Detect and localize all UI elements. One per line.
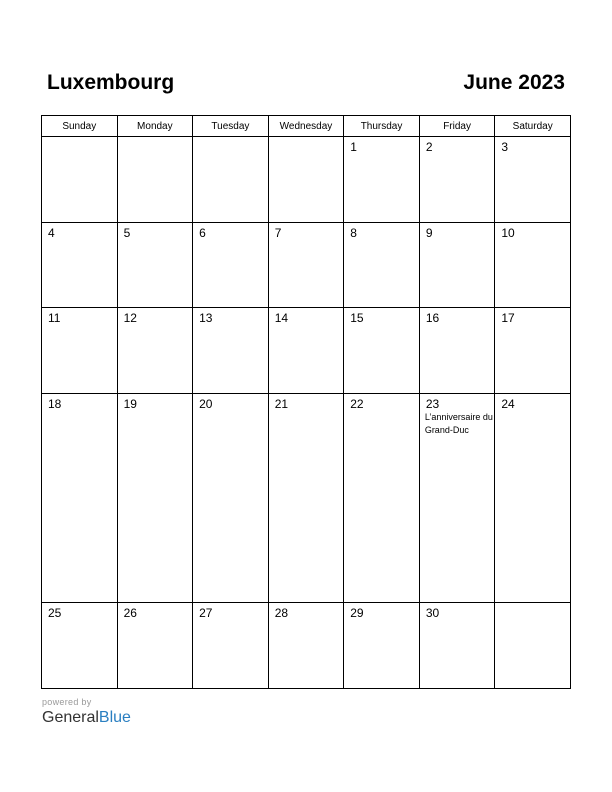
day-cell (344, 603, 420, 689)
day-number: 21 (274, 396, 289, 411)
day-number (42, 137, 117, 140)
day-cell (42, 308, 118, 394)
day-cell (268, 308, 344, 394)
weekday-friday: Friday (419, 116, 495, 137)
weekday-wednesday: Wednesday (268, 116, 344, 137)
weekday-sunday: Sunday (42, 116, 118, 137)
day-cell (268, 222, 344, 308)
day-cell (268, 603, 344, 689)
month-year-title: June 2023 (463, 71, 565, 94)
weekday-thursday: Thursday (344, 116, 420, 137)
day-number: 24 (501, 396, 515, 411)
day-number: 23 (425, 396, 440, 411)
day-cell (193, 308, 269, 394)
day-cell (42, 137, 118, 223)
weekday-saturday: Saturday (495, 116, 571, 137)
day-cell (419, 603, 495, 689)
footer-branding (42, 697, 131, 727)
day-cell (117, 393, 193, 602)
day-cell (42, 222, 118, 308)
day-number: 14 (274, 311, 289, 326)
day-number: 1 (350, 140, 357, 154)
day-number: 25 (48, 606, 62, 621)
day-number (269, 137, 344, 140)
brand-name-general: General (42, 709, 99, 726)
day-cell (419, 222, 495, 308)
brand-logo[interactable] (42, 709, 131, 727)
day-cell (268, 393, 344, 602)
day-number: 12 (123, 311, 137, 326)
day-number: 6 (199, 225, 206, 240)
day-cell (193, 222, 269, 308)
day-number: 3 (501, 140, 509, 154)
week-row (42, 603, 571, 689)
day-cell (495, 603, 571, 689)
day-cell (42, 603, 118, 689)
day-number: 27 (199, 606, 213, 621)
day-cell (344, 308, 420, 394)
day-number: 26 (123, 606, 137, 621)
day-number: 19 (123, 396, 137, 411)
day-cell (193, 603, 269, 689)
day-number: 28 (274, 606, 289, 621)
day-cell (42, 393, 118, 602)
holiday-label: L’anniversaire du Grand-Duc (424, 411, 493, 435)
day-number: 4 (48, 225, 55, 240)
day-number: 8 (350, 225, 357, 240)
day-number: 7 (274, 225, 282, 240)
week-row (42, 137, 571, 223)
day-cell (419, 393, 495, 602)
day-cell (344, 222, 420, 308)
day-number: 5 (123, 225, 131, 240)
day-cell (495, 222, 571, 308)
day-number: 2 (425, 140, 433, 154)
day-cell (268, 137, 344, 223)
day-cell (419, 137, 495, 223)
day-cell (419, 308, 495, 394)
day-number: 20 (199, 396, 213, 411)
day-number (495, 603, 570, 606)
day-number: 18 (48, 396, 62, 411)
day-number: 29 (350, 606, 364, 621)
day-cell (117, 222, 193, 308)
calendar-grid (41, 115, 571, 689)
day-number: 22 (350, 396, 364, 411)
day-number: 10 (501, 225, 515, 240)
weekday-monday: Monday (117, 116, 193, 137)
day-number: 13 (199, 311, 213, 326)
powered-by-text: powered by (42, 697, 92, 707)
day-cell (495, 137, 571, 223)
day-cell (495, 393, 571, 602)
day-number: 17 (501, 311, 515, 326)
day-number: 16 (425, 311, 440, 326)
week-row (42, 308, 571, 394)
brand-name-blue: Blue (98, 709, 131, 726)
day-number: 9 (425, 225, 433, 240)
day-number: 15 (350, 311, 364, 326)
day-cell (495, 308, 571, 394)
day-cell (193, 137, 269, 223)
day-number (118, 137, 193, 140)
week-row (42, 222, 571, 308)
day-cell (117, 137, 193, 223)
day-cell (344, 137, 420, 223)
day-cell (193, 393, 269, 602)
day-cell (117, 603, 193, 689)
day-cell (344, 393, 420, 602)
weekday-header-row (42, 116, 571, 137)
week-row (42, 393, 571, 602)
day-cell (117, 308, 193, 394)
weekday-tuesday: Tuesday (193, 116, 269, 137)
day-number: 11 (48, 311, 61, 326)
country-title: Luxembourg (47, 71, 175, 94)
day-number: 30 (425, 606, 440, 621)
day-number (193, 137, 268, 140)
